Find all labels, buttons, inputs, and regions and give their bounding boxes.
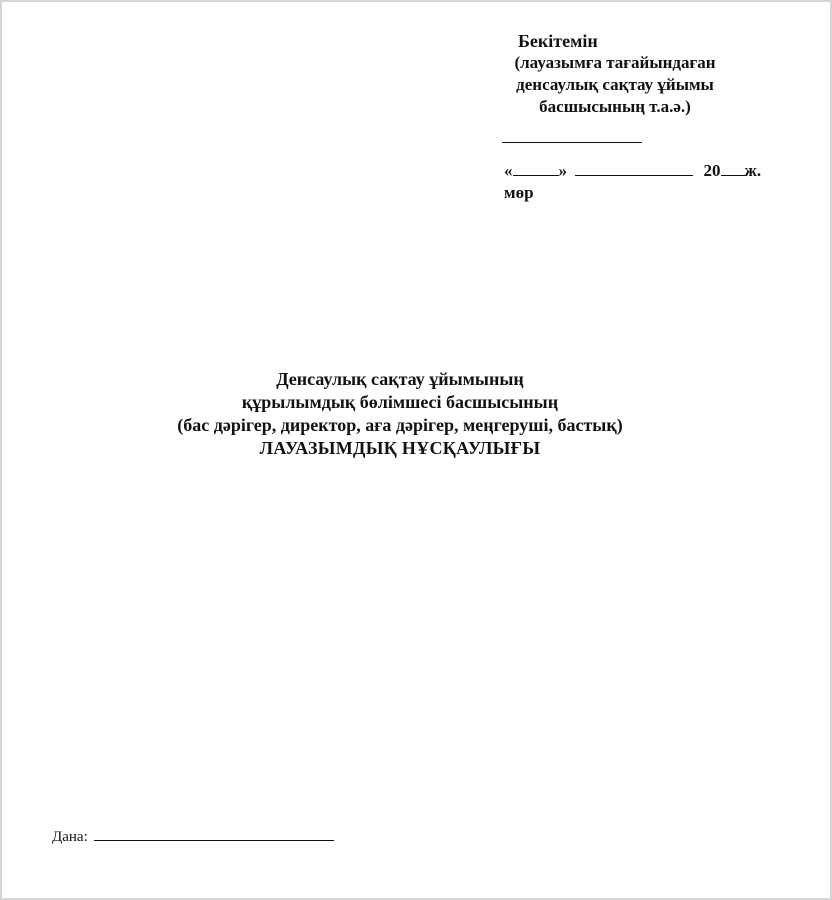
approval-note-line: басшысының т.а.ә.) xyxy=(539,97,691,116)
copy-count-label: Дана: xyxy=(52,829,88,845)
approval-note-line: (лауазымға тағайындаған xyxy=(514,53,716,72)
title-line-3: (бас дәрігер, директор, аға дәрігер, меңгеруші, бастық) xyxy=(177,415,623,435)
title-line-2: құрылымдық бөлімшесі басшысының xyxy=(241,392,559,412)
title-main: ЛАУАЗЫМДЫҚ НҰСҚАУЛЫҒЫ xyxy=(259,438,541,458)
approval-note xyxy=(490,52,740,118)
approval-note-line: денсаулық сақтау ұйымы xyxy=(516,75,714,94)
date-close-quote: » xyxy=(558,161,567,180)
copy-count-line[interactable] xyxy=(94,826,334,841)
title-line-1: Денсаулық сақтау ұйымының xyxy=(276,369,524,389)
date-row xyxy=(504,159,800,182)
document-title xyxy=(0,368,800,460)
copy-count-row xyxy=(52,826,334,846)
year-suffix: ж. xyxy=(744,161,762,180)
day-blank[interactable] xyxy=(513,159,559,176)
year-blank[interactable] xyxy=(721,159,745,176)
year-prefix: 20 xyxy=(703,161,721,180)
date-open-quote: « xyxy=(504,161,513,180)
approval-title: Бекітемін xyxy=(518,31,598,51)
month-blank[interactable] xyxy=(575,159,693,176)
approval-block xyxy=(490,30,800,204)
signature-line[interactable] xyxy=(502,126,642,143)
seal-label: мөр xyxy=(504,183,534,202)
